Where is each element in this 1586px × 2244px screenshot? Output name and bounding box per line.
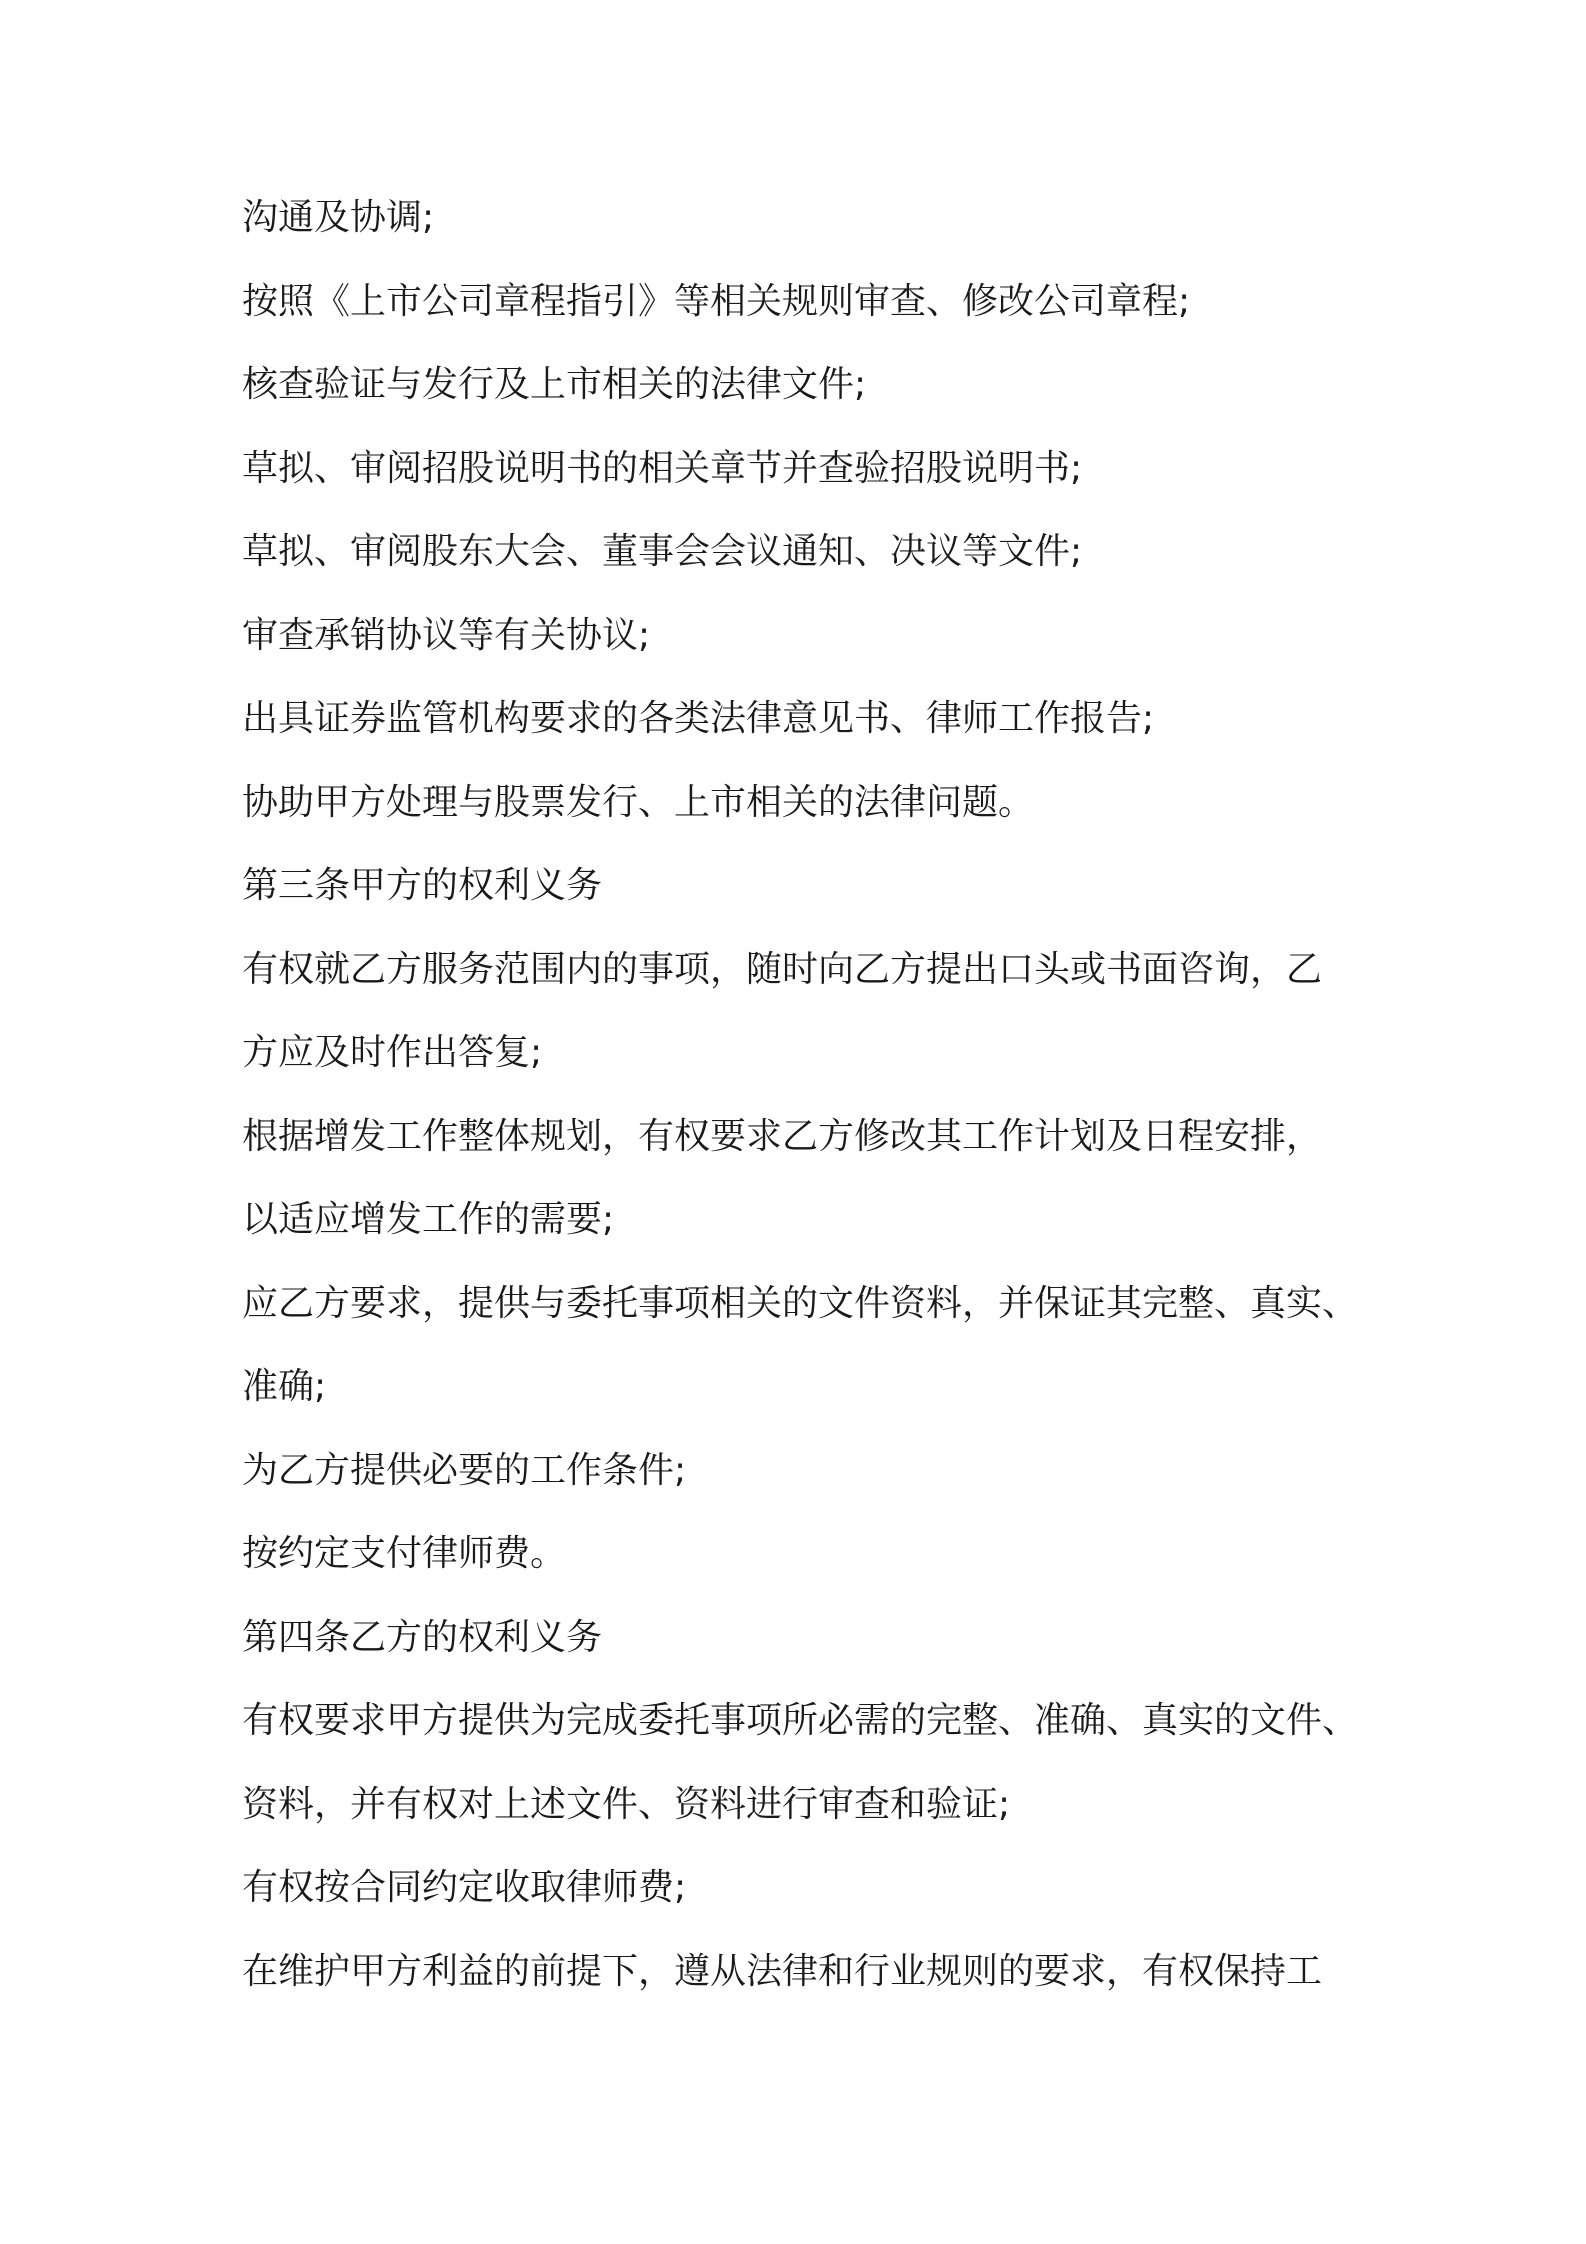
text-line: 根据增发工作整体规划，有权要求乙方修改其工作计划及日程安排， [242,1115,1323,1157]
text-line: 为乙方提供必要的工作条件; [242,1449,687,1491]
section-heading: 第四条乙方的权利义务 [242,1616,603,1658]
section-heading: 第三条甲方的权利义务 [242,865,603,906]
text-line: 草拟、审阅股东大会、董事会会议通知、决议等文件; [242,531,1083,572]
text-line: 沟通及协调; [242,197,435,238]
text-line: 有权要求甲方提供为完成委托事项所必需的完整、准确、真实的文件、 [242,1700,1359,1741]
text-line: 有权就乙方服务范围内的事项，随时向乙方提出口头或书面咨询，乙 [242,948,1323,990]
text-line: 核查验证与发行及上市相关的法律文件; [242,364,867,405]
text-line: 应乙方要求，提供与委托事项相关的文件资料，并保证其完整、真实、 [242,1282,1359,1324]
text-line: 按照《上市公司章程指引》等相关规则审查、修改公司章程; [242,280,1191,322]
text-line: 出具证券监管机构要求的各类法律意见书、律师工作报告; [242,698,1155,739]
text-line: 在维护甲方利益的前提下，遵从法律和行业规则的要求，有权保持工 [242,1950,1323,1992]
text-line: 按约定支付律师费。 [242,1533,567,1574]
text-line: 准确; [242,1366,327,1407]
text-line: 草拟、审阅招股说明书的相关章节并查验招股说明书; [242,447,1083,489]
text-line: 方应及时作出答复; [242,1032,543,1073]
text-line: 以适应增发工作的需要; [242,1199,615,1240]
text-line: 资料，并有权对上述文件、资料进行审查和验证; [242,1783,1011,1825]
text-line: 协助甲方处理与股票发行、上市相关的法律问题。 [242,781,1035,823]
document-body [242,196,1372,2033]
text-line: 审查承销协议等有关协议; [242,614,651,656]
text-line: 有权按合同约定收取律师费; [242,1867,687,1908]
